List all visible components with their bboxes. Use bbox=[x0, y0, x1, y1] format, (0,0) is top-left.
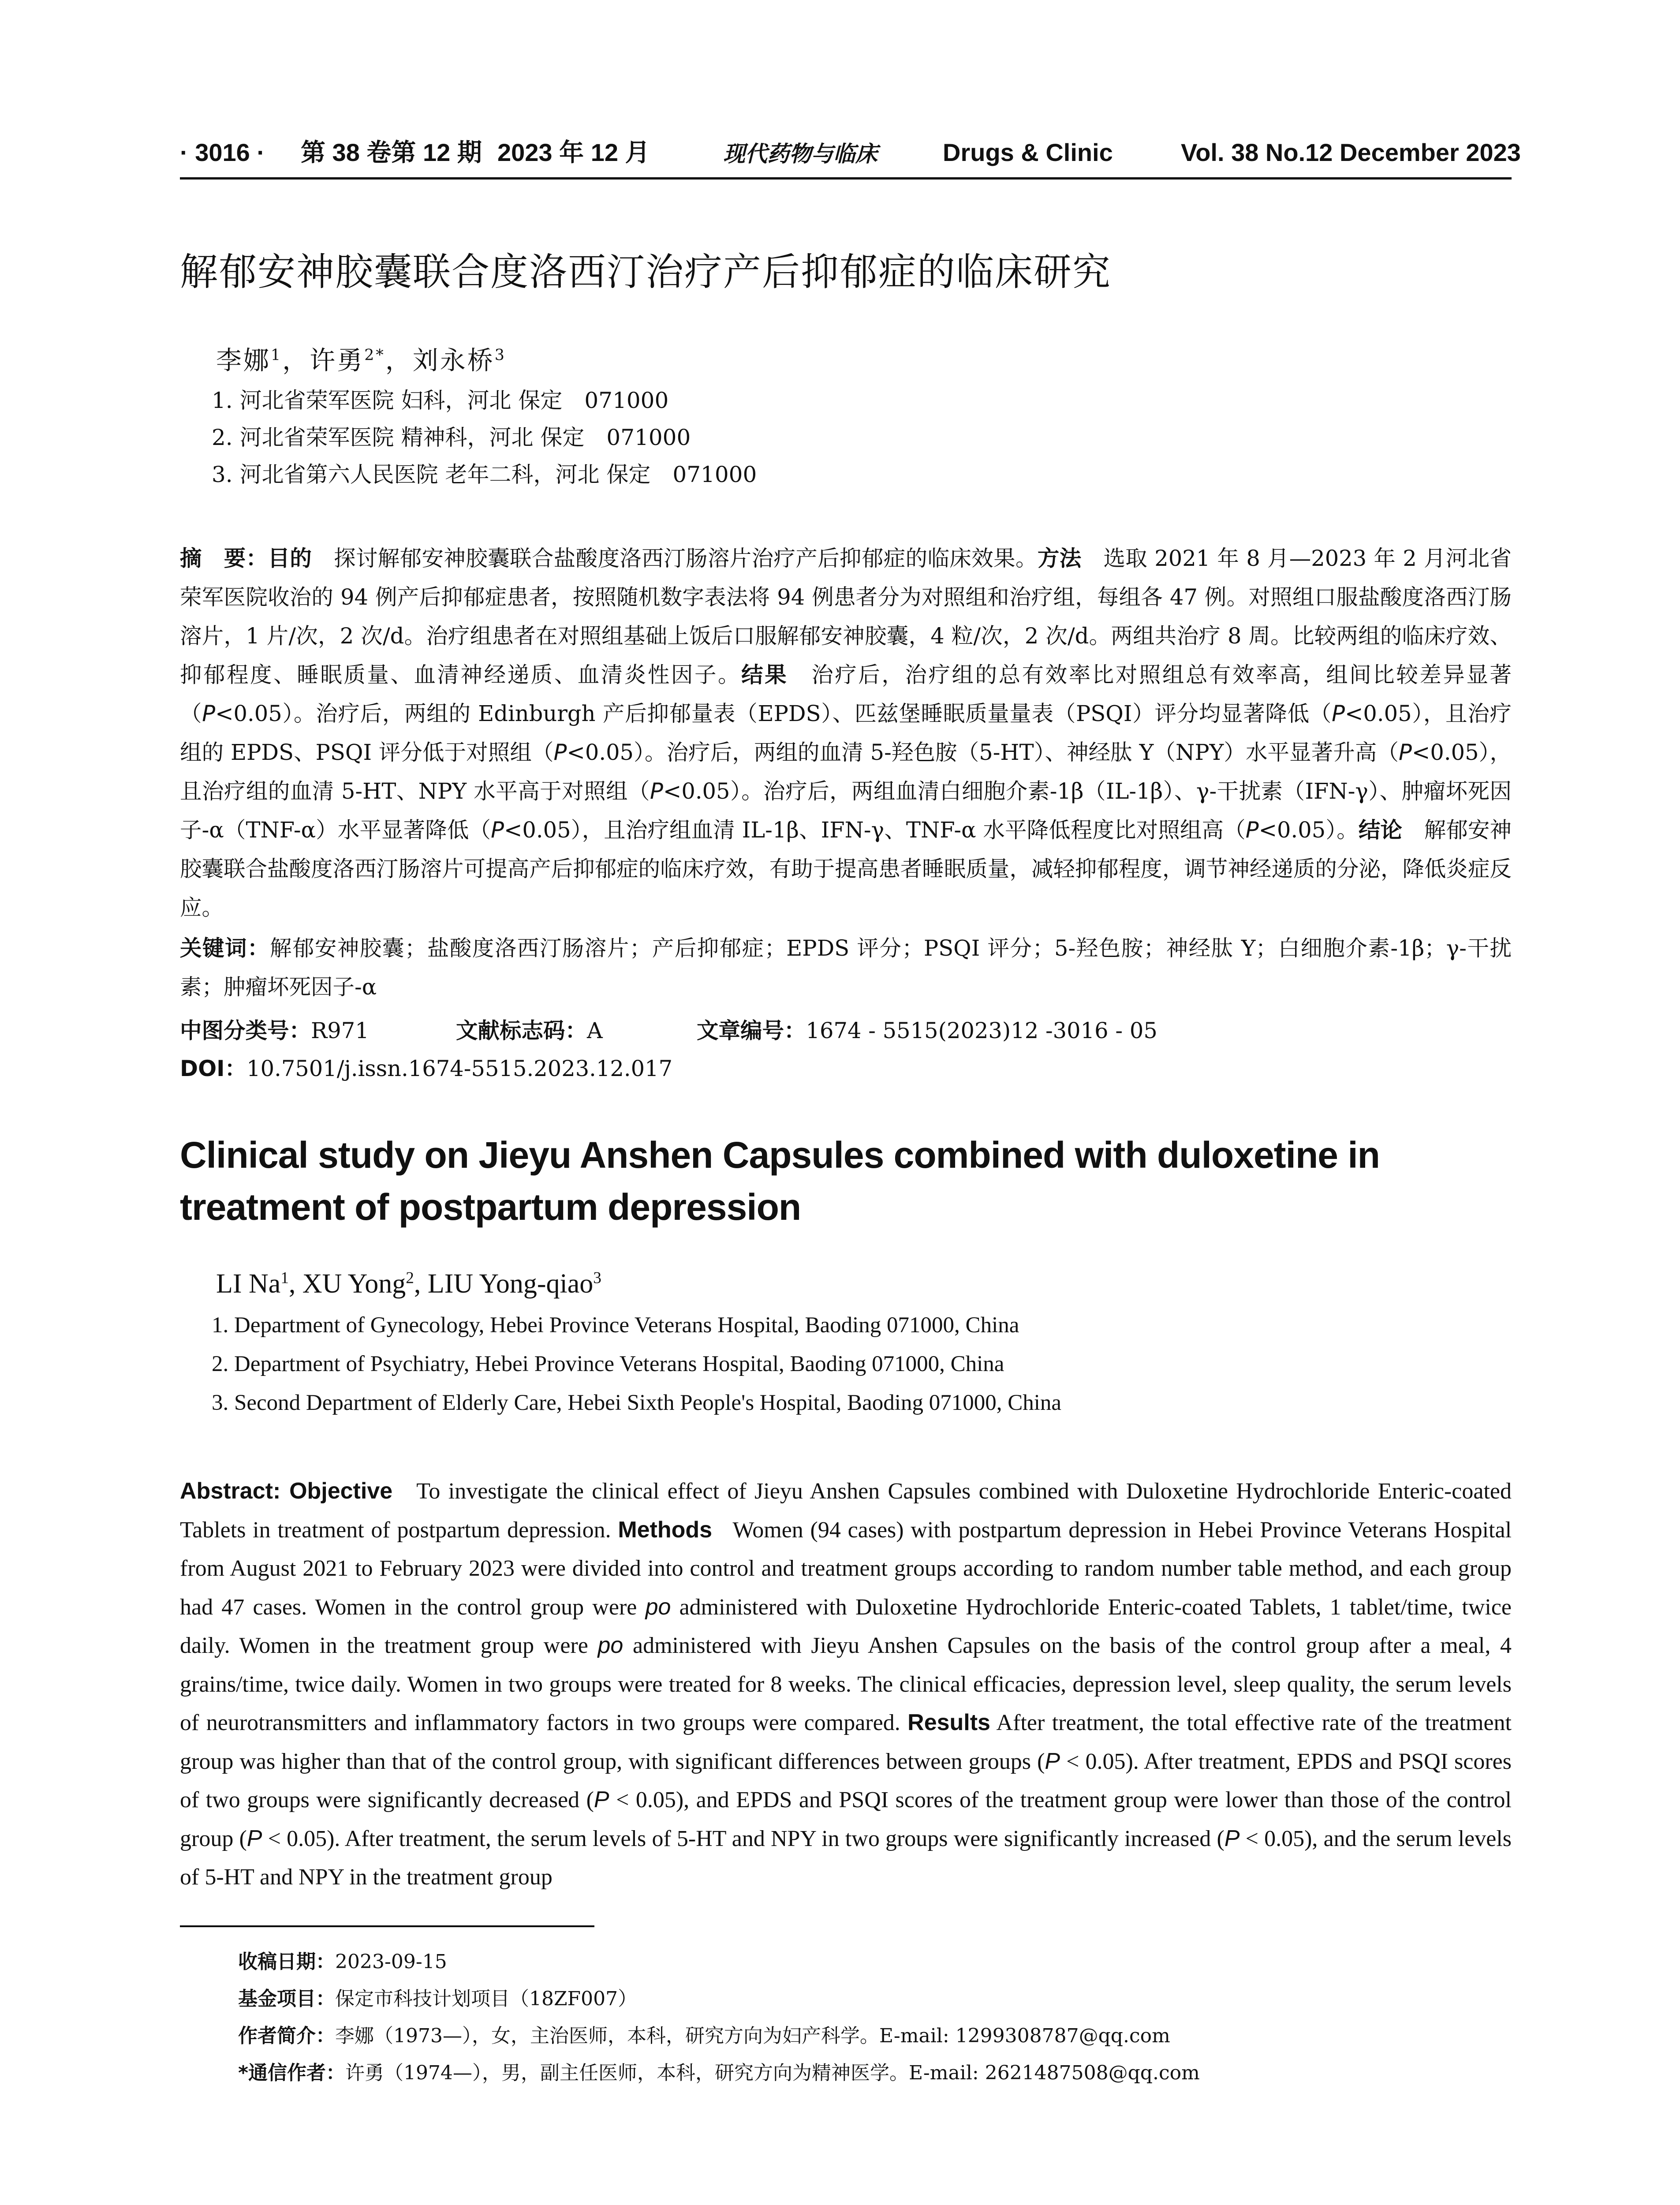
article-number bbox=[697, 1013, 1157, 1045]
cn-objective-text: 探讨解郁安神胶囊联合盐酸度洛西汀肠溶片治疗产后抑郁症的临床效果。 bbox=[334, 546, 1038, 571]
cn-results-text: <0.05），且治疗组的 EPDS、PSQI 评分低于对照组（ bbox=[180, 701, 1512, 765]
en-authors bbox=[216, 1268, 601, 1300]
footnote-text: 许勇（1974—），男，副主任医师，本科，研究方向为精神医学。E-mail: 2621487508@qq.com bbox=[345, 2062, 1200, 2084]
cn-affiliation: 1. 河北省荣军医院 妇科，河北 保定 071000 bbox=[212, 388, 669, 413]
en-methods-text: Women (94 cases) with postpartum depression in Hebei Province Veterans Hospital from August 2021 to February 2023 were divided into control and treatment groups according to random number table method, and each group had 47 cases. Women in the control group were bbox=[180, 1517, 1512, 1620]
author-separator: ， bbox=[385, 345, 413, 375]
footnote-label: 基金项目： bbox=[238, 1988, 335, 2010]
cn-article-title: 解郁安神胶囊联合度洛西汀治疗产后抑郁症的临床研究 bbox=[180, 250, 1111, 294]
en-author-name: LI Na bbox=[216, 1269, 281, 1299]
cn-keywords bbox=[180, 929, 1512, 1006]
en-methods-label: Methods bbox=[618, 1517, 713, 1543]
en-results-text: After treatment, the total effective rate of the treatment group was higher than that of the control group, with significant differences between groups ( bbox=[180, 1710, 1512, 1774]
footnote-received bbox=[238, 1946, 447, 1974]
journal-name-cn: 现代药物与临床 bbox=[723, 141, 877, 167]
cn-keywords-label: 关键词： bbox=[180, 935, 270, 961]
p-value-symbol: P bbox=[1245, 817, 1259, 843]
clc-number bbox=[180, 1013, 369, 1045]
date-cn: 2023 年 12 月 bbox=[497, 138, 650, 166]
cn-keywords-text: 解郁安神胶囊；盐酸度洛西汀肠溶片；产后抑郁症；EPDS 评分；PSQI 评分；5-羟色胺；神经肽 Y；白细胞介素-1β；γ-干扰素；肿瘤坏死因子-α bbox=[180, 935, 1512, 1000]
p-value-symbol: P bbox=[1045, 1748, 1060, 1774]
cn-author-name: 许勇 bbox=[310, 345, 365, 375]
p-value-symbol: P bbox=[246, 1825, 262, 1851]
p-value-symbol: P bbox=[202, 701, 216, 726]
cn-methods-label: 方法 bbox=[1037, 546, 1082, 571]
en-author-name: XU Yong bbox=[302, 1269, 406, 1299]
footnote-corresponding-author bbox=[238, 2057, 1200, 2085]
cn-results-text: <0.05），且治疗组血清 IL-1β、IFN-γ、TNF-α 水平降低程度比对照组高（ bbox=[504, 817, 1246, 843]
volume-cn: 第 38 卷第 12 期 bbox=[301, 138, 482, 166]
p-value-symbol: P bbox=[1399, 740, 1412, 765]
cn-author-affil-mark: 1 bbox=[271, 346, 283, 364]
cn-methods-text: 选取 2021 年 8 月—2023 年 2 月河北省荣军医院收治的 94 例产后抑郁症患者，按照随机数字表法将 94 例患者分为对照组和治疗组，每组各 47 例。对照组口服盐酸度洛西汀肠溶片，1 片/次，2 次/d。治疗组患者在对照组基础上饭后口服解郁安神胶囊，4 粒/次，2 次/d。两组共治疗 8 周。比较两组的临床疗效、抑郁程度、睡眠质量、血清神经递质、血清炎性因子。 bbox=[180, 546, 1512, 688]
cn-author-affil-mark: 2* bbox=[364, 346, 385, 364]
cn-affiliation: 3. 河北省第六人民医院 老年二科，河北 保定 071000 bbox=[212, 462, 757, 487]
en-abstract-label: Abstract: bbox=[180, 1478, 290, 1504]
header-rule bbox=[180, 177, 1512, 179]
footnote-author-bio bbox=[238, 2020, 1170, 2048]
en-results-text: < 0.05), and EPDS and PSQI scores of the treatment group were lower than those of the control group ( bbox=[180, 1787, 1512, 1851]
cn-authors bbox=[216, 340, 506, 377]
cn-results-text: <0.05）。治疗后，两组的血清 5-羟色胺（5-HT）、神经肽 Y（NPY）水平显著升高（ bbox=[567, 740, 1399, 765]
p-value-symbol: P bbox=[1224, 1825, 1240, 1851]
en-author-name: LIU Yong-qiao bbox=[427, 1269, 594, 1299]
footnote-text: 2023-09-15 bbox=[335, 1951, 447, 1973]
journal-name-en: Drugs & Clinic bbox=[943, 138, 1113, 166]
p-value-symbol: P bbox=[491, 817, 504, 843]
cn-results-text: <0.05）。 bbox=[1258, 817, 1359, 843]
footnote-text: 李娜（1973—），女，主治医师，本科，研究方向为妇产科学。E-mail: 1299308787@qq.com bbox=[335, 2025, 1170, 2047]
en-author-affil-mark: 2 bbox=[406, 1269, 414, 1287]
en-article-title: Clinical study on Jieyu Anshen Capsules combined with duloxetine in treatment of postpartum depression bbox=[180, 1134, 1380, 1228]
cn-author-affil-mark: 3 bbox=[494, 346, 506, 364]
cn-results-text: 治疗后，治疗组的总有效率比对照组总有效率高，组间比较差异显著（ bbox=[180, 662, 1512, 726]
en-objective-text: To investigate the clinical effect of Jieyu Anshen Capsules combined with Duloxetine Hydrochloride Enteric-coated Tablets in treatment of postpartum depression. bbox=[180, 1479, 1512, 1543]
cn-author-name: 刘永桥 bbox=[412, 345, 495, 375]
clc-label: 中图分类号： bbox=[180, 1018, 311, 1043]
article-number-label: 文章编号： bbox=[697, 1018, 806, 1043]
cn-abstract-label: 摘 要： bbox=[180, 546, 268, 571]
footnote-label: 作者简介： bbox=[238, 2025, 335, 2047]
footnote-funding bbox=[238, 1983, 637, 2011]
en-affiliation: 2. Department of Psychiatry, Hebei Province Veterans Hospital, Baoding 071000, China bbox=[212, 1352, 1004, 1376]
en-objective-label: Objective bbox=[289, 1478, 393, 1504]
en-results-text: < 0.05), and the serum levels of 5-HT and NPY in the treatment group bbox=[180, 1826, 1512, 1890]
footnote-text: 保定市科技计划项目（18ZF007） bbox=[335, 1988, 638, 2010]
po-abbreviation: po bbox=[645, 1594, 671, 1620]
doi-value[interactable]: 10.7501/j.issn.1674-5515.2023.12.017 bbox=[246, 1056, 673, 1081]
document-code-value: A bbox=[587, 1018, 603, 1043]
en-results-text: < 0.05). After treatment, the serum levels of 5-HT and NPY in two groups were significantly increased ( bbox=[262, 1826, 1225, 1851]
doi-label: DOI： bbox=[180, 1056, 247, 1081]
p-value-symbol: P bbox=[1332, 701, 1345, 726]
cn-author-name: 李娜 bbox=[216, 345, 271, 375]
p-value-symbol: P bbox=[553, 740, 567, 765]
p-value-symbol: P bbox=[650, 778, 663, 804]
en-methods-text: administered with Duloxetine Hydrochloride Enteric-coated Tablets, 1 tablet/time, twice daily. Women in the treatment group were bbox=[180, 1594, 1512, 1658]
article-number-value: 1674 - 5515(2023)12 -3016 - 05 bbox=[806, 1018, 1157, 1043]
document-code bbox=[456, 1013, 603, 1045]
cn-conclusion-label: 结论 bbox=[1358, 817, 1403, 843]
page-number: · 3016 · bbox=[180, 138, 265, 166]
cn-results-text: <0.05），且治疗组的血清 5-HT、NPY 水平高于对照组（ bbox=[180, 740, 1512, 804]
cn-results-text: <0.05）。治疗后，两组血清白细胞介素-1β（IL-1β）、γ-干扰素（IFN-γ）、肿瘤坏死因子-α（TNF-α）水平显著降低（ bbox=[180, 778, 1512, 843]
en-affiliation: 1. Department of Gynecology, Hebei Province Veterans Hospital, Baoding 071000, China bbox=[212, 1313, 1019, 1338]
po-abbreviation: po bbox=[597, 1633, 623, 1658]
cn-results-label: 结果 bbox=[741, 662, 788, 688]
doi bbox=[180, 1051, 672, 1083]
cn-results-text: <0.05）。治疗后，两组的 Edinburgh 产后抑郁量表（EPDS）、匹兹堡睡眠质量量表（PSQI）评分均显著降低（ bbox=[215, 701, 1332, 726]
en-methods-text: administered with Jieyu Anshen Capsules on the basis of the control group after a meal, 4 grains/time, twice daily. Women in two groups were treated for 8 weeks. The clinical efficacies, depression level, sleep quality, the serum levels of neurotransmitters and inflammatory factors in two groups were compared. bbox=[180, 1633, 1512, 1735]
cn-abstract bbox=[180, 539, 1512, 927]
author-separator: , bbox=[288, 1269, 302, 1299]
footnote-label: *通信作者： bbox=[238, 2062, 346, 2084]
document-code-label: 文献标志码： bbox=[456, 1018, 587, 1043]
en-author-affil-mark: 3 bbox=[593, 1269, 601, 1287]
cn-affiliation: 2. 河北省荣军医院 精神科，河北 保定 071000 bbox=[212, 425, 691, 450]
author-separator: ， bbox=[282, 345, 310, 375]
cn-conclusion-text: 解郁安神胶囊联合盐酸度洛西汀肠溶片可提高产后抑郁症的临床疗效，有助于提高患者睡眠质量，减轻抑郁程度，调节神经递质的分泌，降低炎症反应。 bbox=[180, 817, 1512, 920]
en-abstract bbox=[180, 1472, 1512, 1897]
en-results-text: < 0.05). After treatment, EPDS and PSQI scores of two groups were significantly decreased ( bbox=[180, 1749, 1512, 1813]
volume-en: Vol. 38 No.12 December 2023 bbox=[1181, 138, 1521, 166]
clc-value: R971 bbox=[311, 1018, 369, 1043]
cn-objective-label: 目的 bbox=[268, 546, 312, 571]
footnote-rule bbox=[180, 1925, 594, 1927]
en-results-label: Results bbox=[907, 1710, 990, 1735]
en-affiliation: 3. Second Department of Elderly Care, Hebei Sixth People's Hospital, Baoding 071000, China bbox=[212, 1390, 1062, 1415]
en-author-affil-mark: 1 bbox=[280, 1269, 289, 1287]
author-separator: , bbox=[414, 1269, 428, 1299]
p-value-symbol: P bbox=[594, 1787, 609, 1813]
footnote-label: 收稿日期： bbox=[238, 1951, 335, 1973]
